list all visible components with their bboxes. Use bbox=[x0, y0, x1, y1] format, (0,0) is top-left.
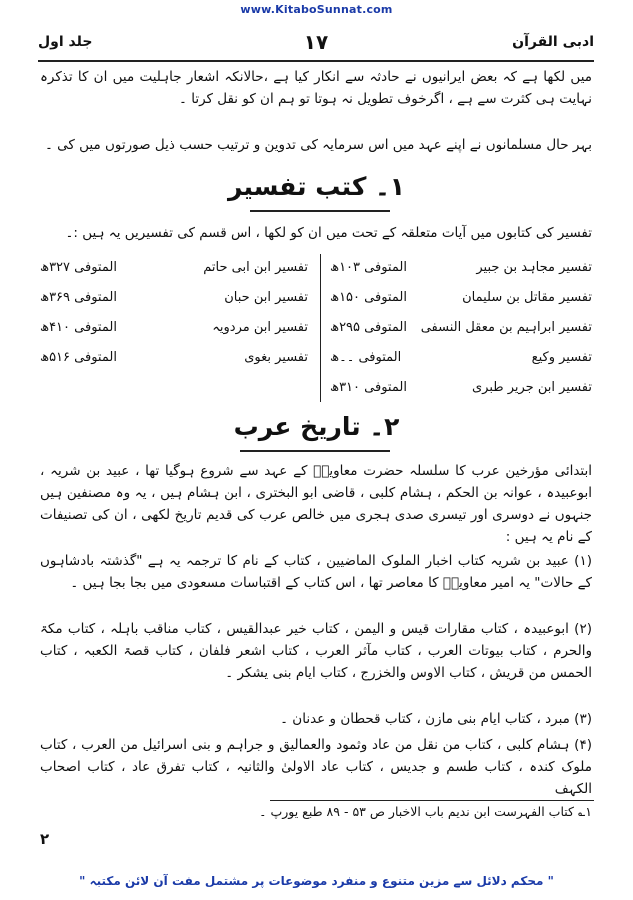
tafsir-date: المتوفی ۳۲۷ھ bbox=[40, 260, 117, 275]
tafsir-date: المتوفی ۵۱۶ھ bbox=[40, 350, 117, 365]
list-item bbox=[330, 374, 592, 404]
tafsir-name: تفسیر وکیع bbox=[531, 350, 592, 365]
tafsir-date: المتوفی ۔۔ھ bbox=[330, 350, 402, 365]
tafsir-list-left bbox=[40, 254, 308, 374]
tafsir-name: تفسیر مقاتل بن سلیمان bbox=[462, 290, 592, 305]
list-item bbox=[330, 254, 592, 284]
tafsir-name: تفسیر مجاہد بن جبیر bbox=[476, 260, 592, 275]
tafsir-date: المتوفی ۳۶۹ھ bbox=[40, 290, 117, 305]
list-item bbox=[330, 314, 592, 344]
page-bottom-number: ۲ bbox=[40, 830, 50, 848]
page-number: ۱۷ bbox=[303, 30, 329, 54]
intro-paragraph: میں لکھا ہے کہ بعض ایرانیوں نے حادثہ سے انکار کیا ہے ،حالانکہ اشعار جاہلیت میں ان کا تذکرہ نہایت ہی کثرت سے ہے ، اگرخوف تطویل نہ ہوتا تو ہم ان کو نقل کرتا ۔ bbox=[40, 69, 592, 107]
section-heading-tafsir: ۱۔ کتب تفسیر bbox=[227, 172, 406, 201]
book-title: ادبی القرآن bbox=[512, 34, 594, 50]
tafsir-name: تفسیر ابراہیم بن معقل النسفی bbox=[420, 320, 592, 335]
list-item bbox=[330, 284, 592, 314]
site-url[interactable]: www.KitaboSunnat.com bbox=[240, 3, 393, 16]
column-divider bbox=[320, 254, 321, 402]
list-item bbox=[40, 284, 308, 314]
tafsir-date: المتوفی ۱۵۰ھ bbox=[330, 290, 407, 305]
list-item bbox=[40, 314, 308, 344]
heading-underline bbox=[250, 210, 390, 212]
tafsir-name: تفسیر ابن مردویہ bbox=[212, 320, 308, 335]
list-item bbox=[40, 254, 308, 284]
footnote: ۱؎ کتاب الفہرست ابن ندیم باب الاخبار ص ۵۳ - ۸۹ طبع یورپ ۔ bbox=[259, 804, 592, 819]
list-item bbox=[40, 344, 308, 374]
tafsir-intro: تفسیر کی کتابوں میں آیات متعلقہ کے تحت میں ان کو لکھا ، اس قسم کی تفسیریں یہ ہیں :۔ bbox=[65, 225, 592, 241]
intro-line-2: بہر حال مسلمانوں نے اپنے عہد میں اس سرمایہ کی تدوین و ترتیب حسب ذیل صورتوں میں کی ۔ bbox=[44, 137, 592, 153]
heading-underline bbox=[240, 450, 390, 452]
history-intro: ابتدائی مؤرخین عرب کا سلسلہ حضرت معاویہؓ کے عہد سے شروع ہوگیا تھا ، عبید بن شریہ ، ابوعبیدہ ، عوانہ بن الحکم ، ہشام کلبی ، قاضی ابو البختری ، ابن ہشام ہیں ، یہ وہ مصنفین ہیں جنہوں نے دوسری اور تیسری صدی ہجری میں خالص عرب کی قدیم تاریخ لکھی ، ان کی تصنیفات کے نام یہ ہیں : bbox=[40, 463, 592, 545]
volume-label: جلد اول bbox=[38, 34, 93, 50]
tafsir-date: المتوفی ۴۱۰ھ bbox=[40, 320, 117, 335]
tafsir-name: تفسیر ابن ابی حاتم bbox=[203, 260, 308, 275]
footer-banner[interactable]: " محکم دلائل سے مزین متنوع و منفرد موضوعات پر مشتمل مفت آن لائن مکتبہ " bbox=[79, 874, 554, 888]
tafsir-list-right bbox=[330, 254, 592, 404]
page-header bbox=[38, 30, 594, 58]
section-heading-history: ۲۔ تاریخ عرب bbox=[233, 412, 400, 441]
history-item-2: (۲) ابوعبیدہ ، کتاب مقارات قیس و الیمن ، کتاب خیر عبدالقیس ، کتاب مناقب باہلہ ، کتاب مکۃ والحرم ، کتاب بیوتات العرب ، کتاب مآثر العرب ، کتاب اشعر فلفان ، کتاب قصۃ الکعبہ ، کتاب الحمس من قریش ، کتاب الاوس والخزرج ، کتاب ایام بنی یشکر ۔ bbox=[40, 621, 592, 681]
history-item-1: (۱) عبید بن شریہ کتاب اخبار الملوک الماضیین ، کتاب کے نام کا ترجمہ یہ ہے "گذشتہ بادشاہوں کے حالات" یہ امیر معاویہؓ کا معاصر تھا ، اس کتاب کے اقتباسات مسعودی میں بجا بجا ہیں ۔ bbox=[40, 553, 592, 591]
tafsir-name: تفسیر بغوی bbox=[244, 350, 308, 365]
tafsir-date: المتوفی ۱۰۳ھ bbox=[330, 260, 407, 275]
tafsir-date: المتوفی ۳۱۰ھ bbox=[330, 380, 407, 395]
list-item bbox=[330, 344, 592, 374]
history-item-4: (۴) ہشام کلبی ، کتاب من نقل من عاد وثمود والعمالیق و جراہم و بنی اسرائیل من العرب ، کتاب ملوک کندہ ، کتاب طسم و جدیس ، کتاب عاد الاولیٰ والثانیہ ، کتاب تفرق عاد ، کتاب اصحاب الکہف bbox=[40, 737, 592, 797]
tafsir-name: تفسیر ابن حبان bbox=[224, 290, 308, 305]
tafsir-name: تفسیر ابن جریر طبری bbox=[471, 380, 592, 395]
tafsir-date: المتوفی ۲۹۵ھ bbox=[330, 320, 407, 335]
footnote-rule bbox=[270, 800, 594, 801]
header-rule bbox=[38, 60, 594, 62]
history-item-3: (۳) مبرد ، کتاب ایام بنی مازن ، کتاب قحطان و عدنان ۔ bbox=[280, 711, 592, 727]
